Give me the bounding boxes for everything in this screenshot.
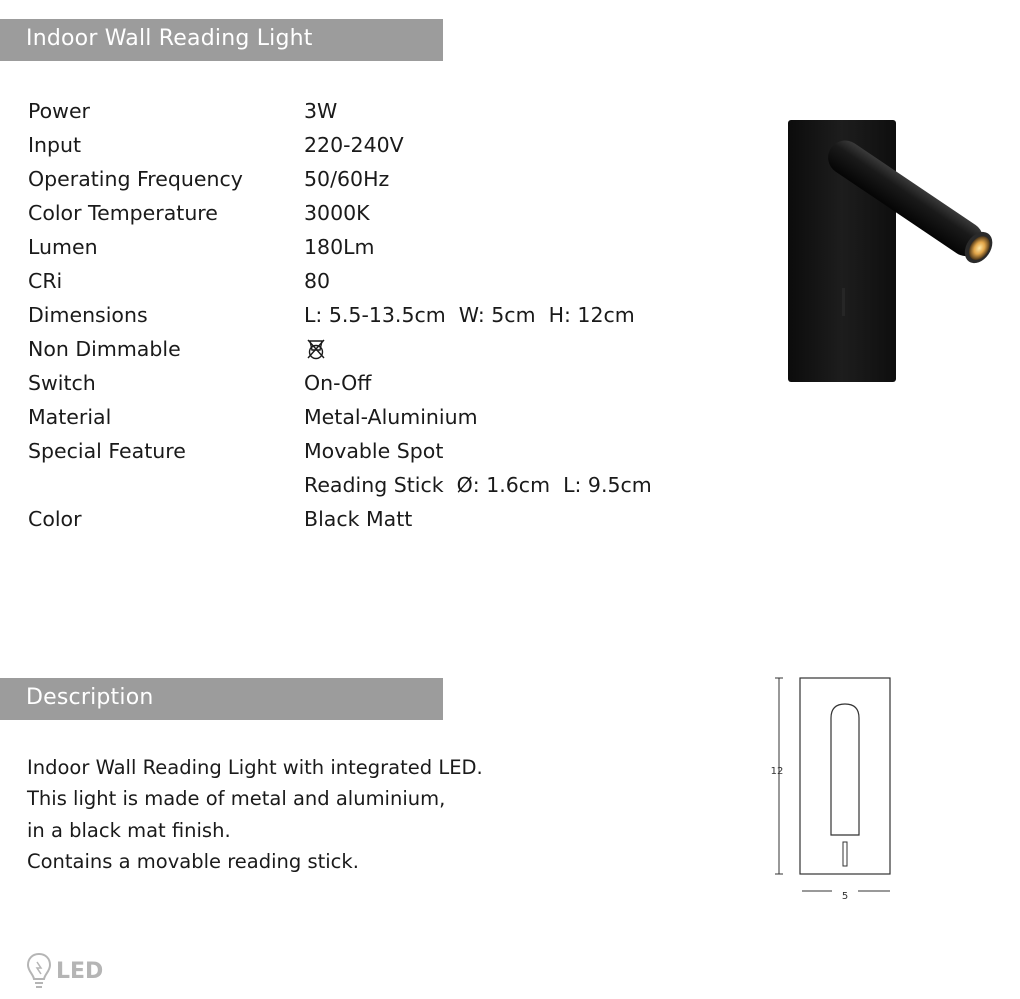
spec-label: Special Feature — [28, 439, 186, 463]
spec-label: Switch — [28, 371, 96, 395]
spec-value: 3000K — [304, 201, 370, 225]
spec-label: Dimensions — [28, 303, 148, 327]
led-label: LED — [56, 959, 104, 984]
description-line: Contains a movable reading stick. — [27, 849, 359, 873]
spec-label: Color — [28, 507, 82, 531]
spec-value: Metal-Aluminium — [304, 405, 478, 429]
spec-value: 220-240V — [304, 133, 404, 157]
product-photo — [780, 112, 1005, 392]
description-header-banner — [0, 678, 443, 720]
spec-label: Lumen — [28, 235, 98, 259]
spec-value: On-Off — [304, 371, 372, 395]
spec-value: 180Lm — [304, 235, 375, 259]
spec-value — [304, 337, 328, 362]
spec-label: Operating Frequency — [28, 167, 243, 191]
spec-value: 50/60Hz — [304, 167, 390, 191]
spec-label: Material — [28, 405, 112, 429]
description-line: This light is made of metal and aluminium, — [27, 787, 446, 811]
drawing-width-label: 5 — [841, 891, 849, 902]
spec-label: Color Temperature — [28, 201, 218, 225]
description-text — [27, 752, 483, 877]
specs-header-title: Indoor Wall Reading Light — [26, 26, 313, 51]
spec-label: CRi — [28, 269, 63, 293]
spec-value: 80 — [304, 269, 331, 293]
spec-value: Reading Stick Ø: 1.6cm L: 9.5cm — [304, 473, 652, 497]
non-dimmable-icon — [304, 337, 328, 361]
bulb-icon — [25, 950, 53, 994]
spec-value: Black Matt — [304, 507, 413, 531]
specs-header-banner — [0, 19, 443, 61]
description-line: in a black mat finish. — [27, 818, 231, 842]
spec-value: L: 5.5-13.5cm W: 5cm H: 12cm — [304, 303, 635, 327]
description-line: Indoor Wall Reading Light with integrated LED. — [27, 756, 483, 779]
spec-label: Non Dimmable — [28, 337, 181, 361]
drawing-height-label: 12 — [770, 766, 784, 777]
description-header-title: Description — [26, 685, 154, 710]
spec-value: Movable Spot — [304, 439, 444, 463]
spec-value: 3W — [304, 99, 338, 123]
dimension-drawing — [766, 672, 896, 908]
spec-label: Power — [28, 99, 90, 123]
spec-label: Input — [28, 133, 82, 157]
